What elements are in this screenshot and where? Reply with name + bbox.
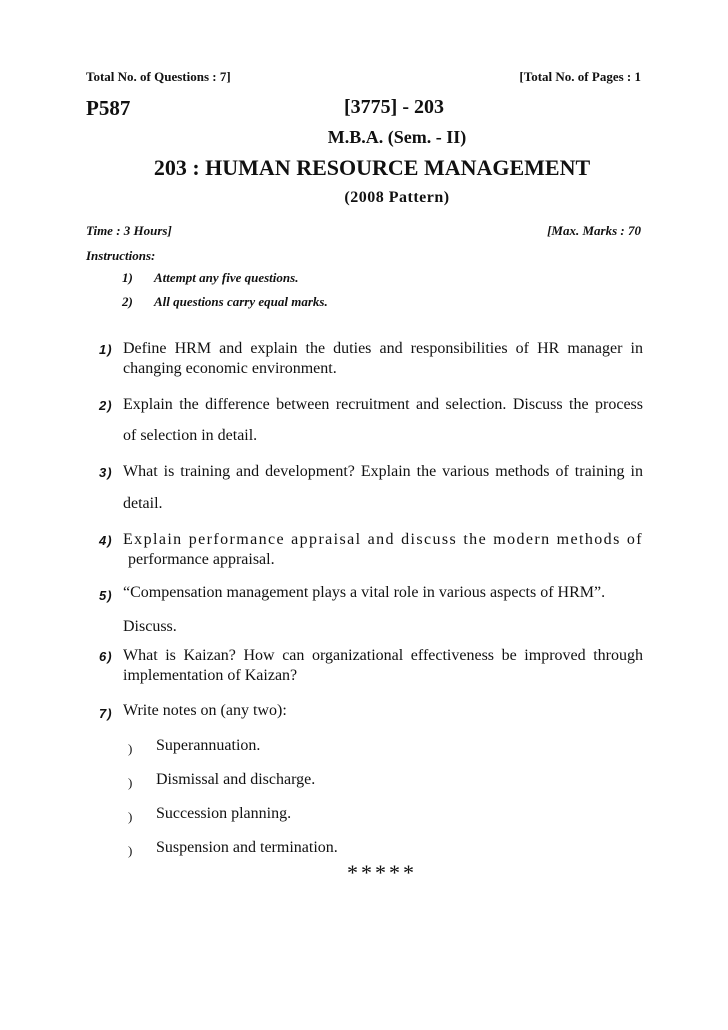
degree-title: M.B.A. (Sem. - II) (327, 127, 467, 147)
list-item: Suspension and termination. (156, 839, 338, 856)
question-number: 2) (99, 398, 113, 413)
instruction-number: 2) (122, 294, 133, 309)
paper-code: P587 (86, 96, 131, 120)
question-number: 6) (99, 649, 113, 664)
question-number: 7) (99, 706, 113, 721)
question-text: Explain the difference between recruitment and selection. Discuss the process (123, 396, 643, 413)
question-text: “Compensation management plays a vital role in various aspects of HRM”. (123, 584, 606, 601)
question-text-continued: of selection in detail. (123, 427, 258, 444)
subject-title: 203 : HUMAN RESOURCE MANAGEMENT (153, 155, 591, 180)
list-bullet: ) (128, 775, 133, 790)
list-item: Dismissal and discharge. (156, 771, 316, 788)
list-item: Superannuation. (156, 737, 261, 754)
question-text-continued: performance appraisal. (128, 551, 275, 568)
instruction-text: All questions carry equal marks. (154, 294, 328, 309)
question-text: What is training and development? Explain the various methods of training in (123, 463, 643, 480)
total-pages: [Total No. of Pages : 1 (519, 69, 641, 84)
list-bullet: ) (128, 809, 133, 824)
list-bullet: ) (128, 741, 133, 756)
question-text: Write notes on (any two): (123, 702, 287, 719)
instruction-text: Attempt any five questions. (154, 270, 299, 285)
question-number: 4) (99, 533, 113, 548)
exam-code: [3775] - 203 (344, 96, 444, 118)
question-text-continued: detail. (123, 495, 163, 512)
total-questions: Total No. of Questions : 7] (86, 69, 231, 84)
question-number: 3) (99, 465, 113, 480)
question-text: Define HRM and explain the duties and responsibilities of HR manager in (123, 340, 643, 357)
end-mark: ***** (347, 860, 417, 885)
question-number: 1) (99, 342, 113, 357)
question-text-continued: implementation of Kaizan? (123, 667, 298, 684)
instructions-title: Instructions: (86, 248, 156, 263)
question-text: Explain performance appraisal and discuss the modern methods of (123, 531, 643, 548)
question-text-continued: changing economic environment. (123, 360, 337, 377)
question-text: What is Kaizan? How can organizational effectiveness be improved through (123, 647, 643, 664)
instruction-number: 1) (122, 270, 133, 285)
list-item: Succession planning. (156, 805, 292, 822)
question-text-continued: Discuss. (123, 618, 177, 635)
max-marks: [Max. Marks : 70 (547, 223, 641, 238)
pattern-label: (2008 Pattern) (344, 189, 450, 206)
list-bullet: ) (128, 843, 133, 858)
exam-time: Time : 3 Hours] (86, 223, 172, 238)
question-number: 5) (99, 588, 113, 603)
